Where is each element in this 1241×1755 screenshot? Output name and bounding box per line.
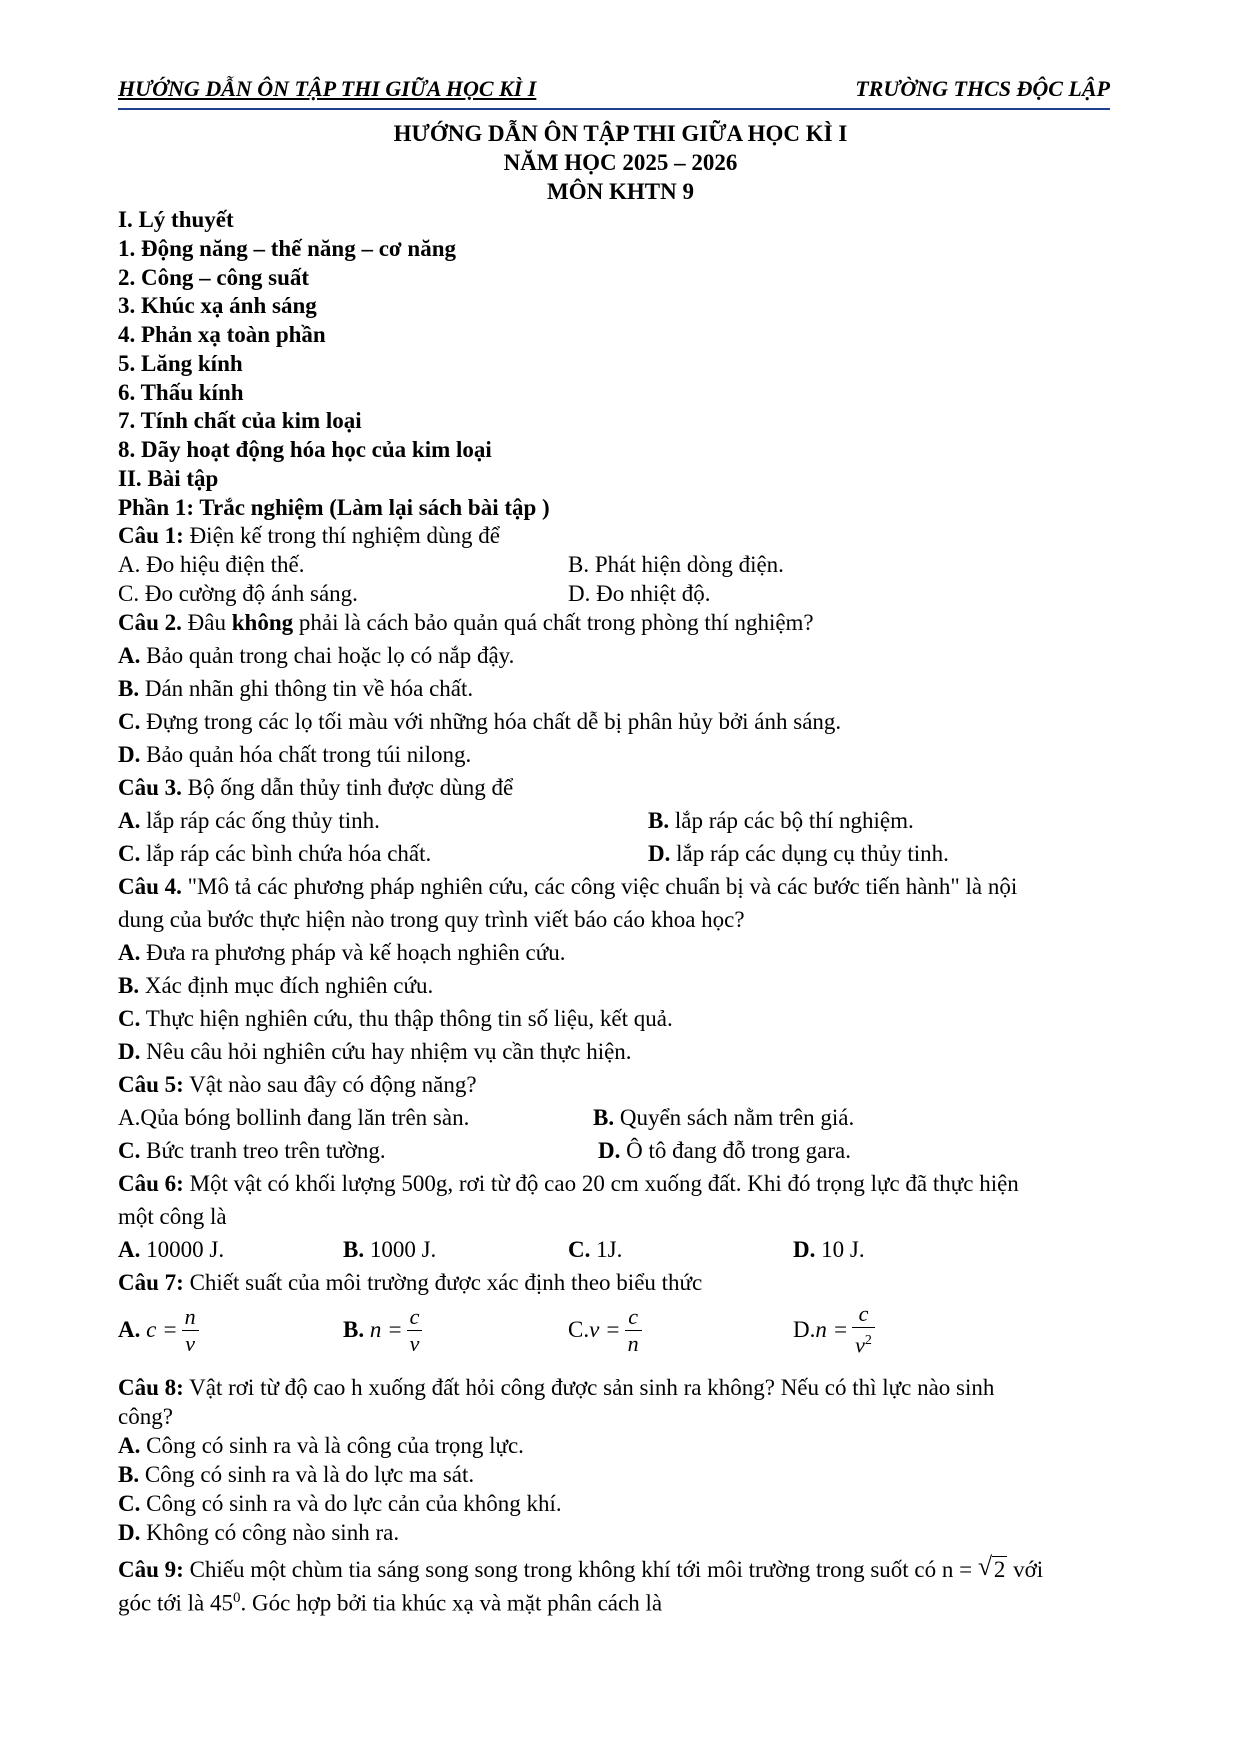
formula-fraction: [407, 1304, 423, 1357]
q7-option-a: [118, 1298, 199, 1362]
fraction-numerator: c: [852, 1301, 875, 1328]
q8-option-b: [118, 1463, 474, 1486]
q2-option-a: [118, 644, 514, 667]
formula-lhs: n =: [369, 1317, 403, 1342]
question-text: "Mô tả các phương pháp nghiên cứu, các công việc chuẩn bị và các bước tiến hành" là nội: [181, 874, 1018, 899]
option-text: Công có sinh ra và do lực cản của không khí.: [140, 1491, 562, 1516]
fraction-denominator: v: [409, 1330, 420, 1356]
q6-option-b: [343, 1238, 436, 1261]
option-key: D.: [648, 841, 671, 866]
question-7: [118, 1271, 702, 1294]
question-8: [118, 1376, 994, 1399]
q1-option-c: C. Đo cường độ ánh sáng.: [118, 581, 358, 606]
option-text: Bảo quản trong chai hoặc lọ có nắp đậy.: [140, 643, 515, 668]
question-text: phải là cách bảo quản quá chất trong phòng thí nghiệm?: [293, 610, 814, 635]
question-2: [118, 611, 814, 634]
q8-option-a: [118, 1434, 524, 1457]
question-1: [118, 524, 500, 547]
theory-item: 6. Thấu kính: [118, 380, 244, 405]
question-6: [118, 1172, 1019, 1195]
option-key: C.: [568, 1237, 591, 1262]
question-label: Câu 4.: [118, 874, 182, 899]
option-text: Ô tô đang đỗ trong gara.: [620, 1138, 851, 1163]
q3-option-a: [118, 809, 380, 832]
q5-option-d: [598, 1139, 851, 1162]
option-text: lắp ráp các bộ thí nghiệm.: [669, 808, 914, 833]
option-key: D.: [118, 742, 141, 767]
q3-option-b: [648, 809, 914, 832]
option-text: Công có sinh ra và là công của trọng lực.: [140, 1433, 524, 1458]
q3-option-d: [648, 842, 949, 865]
q3-option-c: [118, 842, 431, 865]
q7-option-d: [793, 1298, 875, 1362]
theory-item: 8. Dãy hoạt động hóa học của kim loại: [118, 437, 492, 462]
question-text: Điện kế trong thí nghiệm dùng để: [183, 523, 501, 548]
question-text: Chiết suất của môi trường được xác định theo biểu thức: [183, 1270, 703, 1295]
fraction-numerator: c: [407, 1304, 423, 1331]
q5-option-a: A.Qủa bóng bollinh đang lăn trên sàn.: [118, 1105, 470, 1130]
question-text: Một vật có khối lượng 500g, rơi từ độ cao 20 cm xuống đất. Khi đó trọng lực đã thực hiện: [183, 1171, 1019, 1196]
option-key: C.: [118, 1138, 141, 1163]
option-key: C.: [118, 841, 141, 866]
question-label: Câu 6:: [118, 1171, 184, 1196]
theory-item: 7. Tính chất của kim loại: [118, 408, 362, 433]
option-key: B.: [343, 1317, 365, 1342]
option-text: Bảo quản hóa chất trong túi nilong.: [140, 742, 472, 767]
option-text: 1000 J.: [364, 1237, 437, 1262]
theory-item: 3. Khúc xạ ánh sáng: [118, 293, 317, 318]
option-text: lắp ráp các bình chứa hóa chất.: [140, 841, 432, 866]
option-text: Đựng trong các lọ tối màu với những hóa chất dễ bị phân hủy bởi ánh sáng.: [140, 709, 842, 734]
formula-lhs: n =: [815, 1317, 849, 1342]
option-text: Xác định mục đích nghiên cứu.: [139, 973, 434, 998]
option-key: C.: [568, 1317, 590, 1342]
theory-item: 2. Công – công suất: [118, 265, 310, 290]
question-emphasis: không: [231, 610, 294, 635]
q5-option-c: [118, 1139, 386, 1162]
fraction-denominator: n: [627, 1330, 639, 1356]
exercises-heading: II. Bài tập: [118, 466, 219, 491]
formula-lhs: c =: [146, 1317, 178, 1342]
option-key: C.: [118, 1006, 141, 1031]
option-key: A.: [118, 643, 141, 668]
question-label: Câu 8:: [118, 1375, 184, 1400]
header-left: HƯỚNG DẪN ÔN TẬP THI GIỮA HỌC KÌ I: [118, 76, 537, 101]
option-text: Công có sinh ra và là do lực ma sát.: [139, 1462, 475, 1487]
question-text: Vật rơi từ độ cao h xuống đất hỏi công được sản sinh ra không? Nếu có thì lực nào sinh: [183, 1375, 995, 1400]
option-key: A.: [118, 940, 141, 965]
question-label: Câu 7:: [118, 1270, 184, 1295]
question-3: [118, 776, 513, 799]
radicand: 2: [993, 1557, 1006, 1582]
q5-option-b: [593, 1106, 854, 1129]
question-label: Câu 5:: [118, 1072, 184, 1097]
q7-option-c: [568, 1298, 642, 1362]
option-key: A.: [118, 1433, 141, 1458]
question-text: Chiếu một chùm tia sáng song song trong không khí tới môi trường trong suốt có n =: [183, 1557, 978, 1582]
option-text: Nêu câu hỏi nghiên cứu hay nhiệm vụ cần thực hiện.: [140, 1039, 632, 1064]
question-text: . Góc hợp bởi tia khúc xạ và mặt phân cách là: [240, 1590, 663, 1616]
fraction-denominator: v: [185, 1330, 195, 1356]
sqrt-expression: [977, 1552, 1008, 1582]
question-4: [118, 875, 1017, 898]
question-label: Câu 1:: [118, 523, 184, 548]
part1-heading: Phần 1: Trắc nghiệm (Làm lại sách bài tập ): [118, 495, 550, 520]
fraction-numerator: n: [182, 1304, 199, 1331]
q6-option-a: [118, 1238, 224, 1261]
fraction-numerator: c: [625, 1304, 642, 1331]
page-header: [118, 74, 1110, 110]
question-text: góc tới là 45: [118, 1590, 233, 1616]
question-5: [118, 1073, 477, 1096]
formula-fraction: [852, 1301, 875, 1358]
option-key: A.: [118, 1237, 141, 1262]
option-key: B.: [593, 1105, 615, 1130]
q6-option-d: [793, 1238, 865, 1261]
option-key: D.: [793, 1237, 816, 1262]
option-key: B.: [648, 808, 670, 833]
q4-option-c: [118, 1007, 673, 1030]
option-key: D.: [793, 1317, 816, 1342]
question-9-cont: [118, 1591, 662, 1615]
option-key: D.: [118, 1520, 141, 1545]
option-key: B.: [118, 973, 140, 998]
question-text: với: [1007, 1557, 1044, 1582]
question-text: Vật nào sau đây có động năng?: [183, 1072, 477, 1097]
option-text: lắp ráp các ống thủy tinh.: [140, 808, 380, 833]
formula-lhs: v =: [589, 1317, 621, 1342]
q1-option-a: A. Đo hiệu điện thế.: [118, 552, 305, 577]
question-label: Câu 3.: [118, 775, 182, 800]
q2-option-b: [118, 677, 473, 700]
radical-sign: √: [977, 1552, 993, 1581]
option-key: A.: [118, 808, 141, 833]
q2-option-d: [118, 743, 471, 766]
option-key: B.: [118, 676, 140, 701]
theory-item: 4. Phản xạ toàn phần: [118, 322, 326, 347]
fraction-denominator: [852, 1328, 875, 1358]
denominator-exponent: 2: [864, 1333, 872, 1349]
option-text: 10 J.: [815, 1237, 865, 1262]
denominator-base: v: [855, 1332, 865, 1358]
q6-option-c: [568, 1238, 622, 1261]
option-key: C.: [118, 709, 141, 734]
option-key: D.: [598, 1138, 621, 1163]
q8-option-d: [118, 1521, 399, 1544]
question-4-cont: dung của bước thực hiện nào trong quy trình viết báo cáo khoa học?: [118, 907, 745, 932]
question-9: [118, 1552, 1044, 1582]
q4-option-a: [118, 941, 565, 964]
option-text: Quyển sách nằm trên giá.: [614, 1105, 855, 1130]
question-text: Bộ ống dẫn thủy tinh được dùng để: [181, 775, 514, 800]
question-label: Câu 2.: [118, 610, 182, 635]
option-text: Đưa ra phương pháp và kế hoạch nghiên cứu.: [140, 940, 566, 965]
doc-title: HƯỚNG DẪN ÔN TẬP THI GIỮA HỌC KÌ I: [393, 121, 848, 146]
option-key: B.: [118, 1462, 140, 1487]
theory-item: 1. Động năng – thế năng – cơ năng: [118, 236, 457, 261]
option-key: C.: [118, 1491, 141, 1516]
question-6-cont: một công là: [118, 1204, 227, 1229]
formula-fraction: [625, 1304, 642, 1357]
option-text: lắp ráp các dụng cụ thủy tinh.: [670, 841, 949, 866]
question-label: Câu 9:: [118, 1557, 184, 1582]
theory-item: 5. Lăng kính: [118, 351, 243, 376]
theory-heading: I. Lý thuyết: [118, 207, 234, 232]
header-right: TRƯỜNG THCS ĐỘC LẬP: [855, 76, 1110, 101]
option-text: 10000 J.: [140, 1237, 225, 1262]
option-text: Thực hiện nghiên cứu, thu thập thông tin số liệu, kết quả.: [140, 1006, 673, 1031]
option-text: 1J.: [590, 1237, 623, 1262]
option-key: A.: [118, 1317, 141, 1342]
formula-fraction: [182, 1304, 199, 1357]
option-key: B.: [343, 1237, 365, 1262]
question-8-cont: công?: [118, 1404, 173, 1429]
q7-option-b: [343, 1298, 422, 1362]
degree-superscript: 0: [233, 1590, 241, 1606]
option-text: Không có công nào sinh ra.: [140, 1520, 400, 1545]
doc-year: NĂM HỌC 2025 – 2026: [503, 150, 738, 175]
q1-option-d: D. Đo nhiệt độ.: [568, 581, 711, 606]
q2-option-c: [118, 710, 841, 733]
doc-subject: MÔN KHTN 9: [547, 179, 694, 204]
option-key: D.: [118, 1039, 141, 1064]
option-text: Dán nhãn ghi thông tin về hóa chất.: [139, 676, 474, 701]
q4-option-d: [118, 1040, 632, 1063]
q8-option-c: [118, 1492, 562, 1515]
question-text: Đâu: [181, 610, 232, 635]
option-text: Bức tranh treo trên tường.: [140, 1138, 386, 1163]
q1-option-b: B. Phát hiện dòng điện.: [568, 552, 784, 577]
q4-option-b: [118, 974, 433, 997]
